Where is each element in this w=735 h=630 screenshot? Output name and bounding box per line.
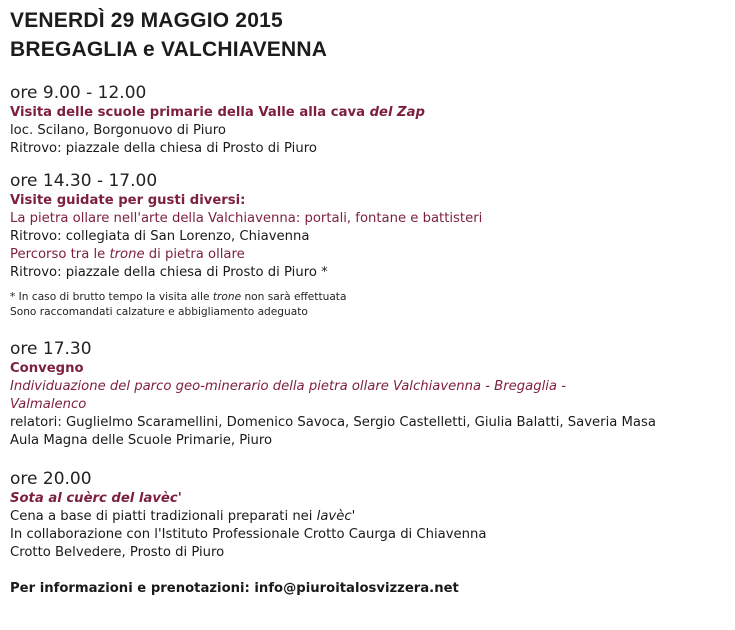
tour-one-title: La pietra ollare nell'arte della Valchiavenna: portali, fontane e battisteri (10, 211, 483, 226)
contact-info: Per informazioni e prenotazioni: info@piuroitalosvizzera.net (10, 581, 459, 596)
session-time: ore 20.00 (10, 469, 92, 489)
session-time: ore 14.30 - 17.00 (10, 171, 158, 191)
session-title-text: Visita delle scuole primarie della Valle alla cava (10, 105, 370, 120)
session-afternoon (10, 170, 730, 320)
dinner-description-italic: lavèc' (316, 509, 356, 524)
session-time: ore 9.00 - 12.00 (10, 83, 147, 103)
session-meeting-point: Ritrovo: piazzale della chiesa di Prosto di Piuro (10, 141, 317, 156)
dinner-description-a: Cena a base di piatti tradizionali preparati nei (10, 509, 317, 524)
session-title (10, 104, 730, 122)
tour-one-meeting-point: Ritrovo: collegiata di San Lorenzo, Chiavenna (10, 229, 310, 244)
event-program (10, 6, 730, 598)
weather-note-c: non sarà effettuata (241, 291, 347, 303)
session-location: loc. Scilano, Borgonuovo di Piuro (10, 123, 226, 138)
session-time: ore 17.30 (10, 339, 92, 359)
weather-note-italic: trone (212, 291, 242, 303)
session-conference (10, 338, 730, 450)
tour-two-title (10, 246, 730, 264)
dinner-collaboration: In collaborazione con l'Istituto Professionale Crotto Caurga di Chiavenna (10, 527, 487, 542)
dinner-venue: Crotto Belvedere, Prosto di Piuro (10, 545, 225, 560)
weather-note (10, 290, 730, 305)
event-place: BREGAGLIA e VALCHIAVENNA (10, 38, 328, 61)
weather-note-a: * In caso di brutto tempo la visita alle (10, 291, 213, 303)
tour-two-title-italic: trone (109, 247, 145, 262)
conference-venue: Aula Magna delle Scuole Primarie, Piuro (10, 433, 273, 448)
session-morning (10, 82, 730, 158)
conference-speakers: relatori: Guglielmo Scaramellini, Domenico Savoca, Sergio Castelletti, Giulia Balatti, Saveria Masa (10, 415, 656, 430)
clothing-note: Sono raccomandati calzature e abbigliamento adeguato (10, 306, 308, 318)
tour-two-meeting-point: Ritrovo: piazzale della chiesa di Prosto di Piuro * (10, 265, 328, 280)
session-title: Sota al cuèrc del lavèc' (10, 491, 182, 506)
dinner-description (10, 508, 730, 526)
tour-two-title-c: di pietra ollare (144, 247, 245, 262)
session-title: Convegno (10, 361, 84, 376)
conference-subtitle: Individuazione del parco geo-minerario della pietra ollare Valchiavenna - Bregaglia - Valmalenco (10, 379, 566, 412)
session-dinner (10, 468, 730, 562)
event-date: VENERDÌ 29 MAGGIO 2015 (10, 9, 283, 32)
session-title: Visite guidate per gusti diversi: (10, 193, 246, 208)
tour-two-title-a: Percorso tra le (10, 247, 110, 262)
session-title-italic: del Zap (369, 105, 425, 120)
